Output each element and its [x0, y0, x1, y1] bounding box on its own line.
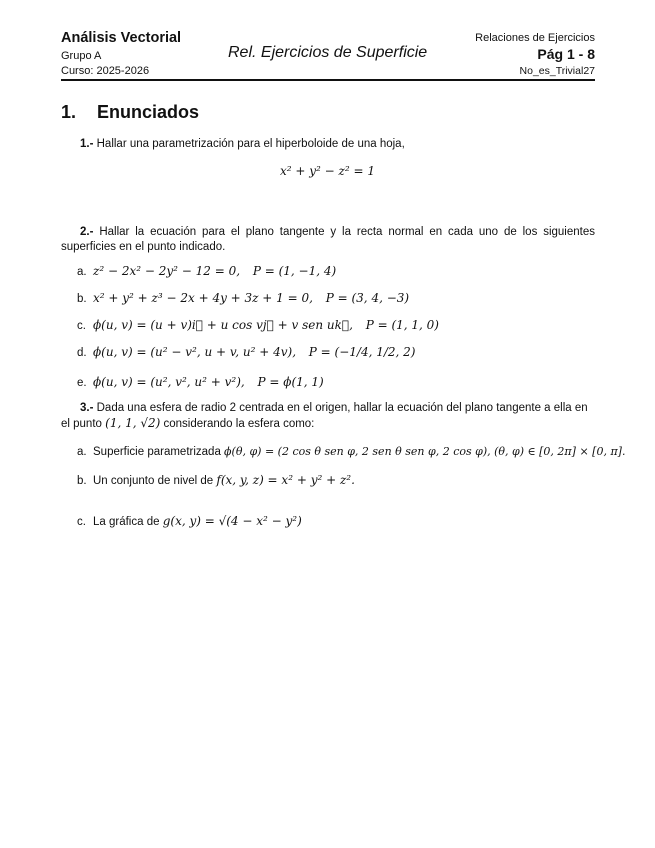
exercise-2-item-a — [77, 264, 336, 280]
item-equation: ϕ(u, v) = (u², v², u² + v²), — [93, 375, 245, 389]
exercise-3-item-b — [77, 473, 355, 489]
item-point: P = (3, 4, −3) — [325, 291, 410, 305]
item-equation: f(x, y, z) = x² + y² + z². — [216, 473, 355, 487]
exercise-3-text-before-point: el punto — [61, 418, 102, 430]
exercise-3-item-c — [77, 514, 302, 530]
section-heading — [61, 102, 199, 123]
item-label: b. — [77, 475, 87, 487]
item-equation: ϕ(u, v) = (u + v)i⃗ + u cos vj⃗ + v sen uk⃗, — [93, 318, 353, 332]
item-label: c. — [77, 320, 86, 332]
item-text: Un conjunto de nivel de — [93, 475, 214, 487]
academic-year: Curso: 2025-2026 — [61, 65, 150, 77]
exercise-3-statement — [61, 401, 595, 416]
author-handle: No_es_Trivial27 — [519, 65, 595, 77]
document-category: Relaciones de Ejercicios — [475, 32, 595, 44]
item-label: a. — [77, 266, 87, 278]
item-label: a. — [77, 446, 87, 458]
item-point: P = ϕ(1, 1) — [257, 375, 324, 389]
item-equation: g(x, y) = √(4 − x² − y²) — [162, 514, 302, 528]
exercise-2-item-e — [77, 375, 324, 391]
exercise-1-equation — [0, 164, 655, 180]
section-title: Enunciados — [97, 102, 200, 122]
document-title: Rel. Ejercicios de Superficie — [228, 44, 428, 61]
item-point: P = (1, 1, 0) — [365, 318, 439, 332]
exercise-3-point: (1, 1, √2) — [105, 416, 161, 430]
item-equation: z² − 2x² − 2y² − 12 = 0, — [93, 264, 241, 278]
hyperboloid-equation: x² + y² − z² = 1 — [280, 164, 375, 178]
exercise-2-item-d — [77, 345, 416, 361]
exercise-3-statement-line2 — [61, 416, 314, 432]
item-label: d. — [77, 347, 87, 359]
exercise-3-item-a — [77, 444, 625, 460]
item-equation: x² + y² + z³ − 2x + 4y + 3z + 1 = 0, — [93, 291, 313, 305]
course-name: Análisis Vectorial — [61, 30, 182, 46]
item-label: b. — [77, 293, 87, 305]
item-point: P = (1, −1, 4) — [252, 264, 337, 278]
item-label: e. — [77, 377, 87, 389]
exercise-1-statement — [80, 137, 405, 152]
item-text: La gráfica de — [93, 516, 160, 528]
exercise-1-text: Hallar una parametrización para el hiperboloide de una hoja, — [96, 138, 405, 150]
item-text: Superficie parametrizada — [93, 446, 221, 458]
page-header — [61, 30, 595, 80]
exercise-2-number: 2.- — [80, 226, 94, 238]
exercise-3-text-after-point: considerando la esfera como: — [163, 418, 315, 430]
exercise-1-number: 1.- — [80, 138, 94, 150]
exercise-3-number: 3.- — [80, 402, 94, 414]
exercise-2-statement — [61, 225, 595, 255]
item-equation: ϕ(θ, φ) = (2 cos θ sen φ, 2 sen θ sen φ, 2 cos φ), (θ, φ) ∈ [0, 2π] × [0, π]. — [224, 445, 626, 458]
item-label: c. — [77, 516, 86, 528]
exercise-2-item-b — [77, 291, 409, 307]
exercise-2-item-c — [77, 318, 439, 334]
section-number: 1. — [61, 102, 77, 122]
item-equation: ϕ(u, v) = (u² − v², u + v, u² + 4v), — [93, 345, 297, 359]
page-number: Pág 1 - 8 — [537, 46, 595, 62]
item-point: P = (−1/4, 1/2, 2) — [308, 345, 416, 359]
header-rule — [61, 79, 595, 81]
group-label: Grupo A — [61, 50, 102, 62]
exercise-2-text: Hallar la ecuación para el plano tangente y la recta normal en cada uno de los siguientes superficies en el punto indicado. — [61, 226, 595, 253]
exercise-3-text-line1: Dada una esfera de radio 2 centrada en el origen, hallar la ecuación del plano tangente a ella en — [96, 402, 588, 414]
